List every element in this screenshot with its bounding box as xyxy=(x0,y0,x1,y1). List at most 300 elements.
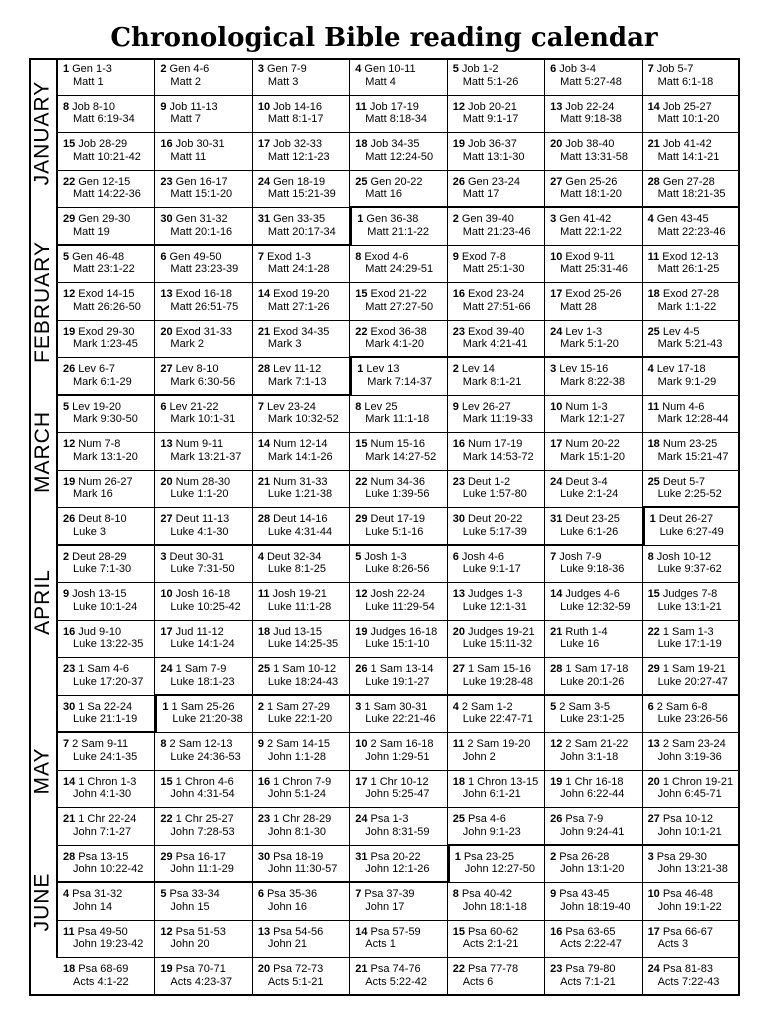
ot-reading xyxy=(550,888,641,901)
ot-passage: Num 31-33 xyxy=(273,475,328,488)
nt-passage: Luke 5:1-16 xyxy=(365,525,424,538)
ot-passage: Josh 1-3 xyxy=(364,550,407,563)
ot-passage: Deut 26-27 xyxy=(658,513,714,526)
day-cell xyxy=(643,883,740,921)
ot-passage: Num 23-25 xyxy=(662,438,718,451)
day-cell xyxy=(253,396,350,434)
ot-passage: Lev 25 xyxy=(364,400,398,413)
day-cell xyxy=(448,96,545,134)
ot-reading xyxy=(453,138,544,151)
ot-passage: 1 Chron 4-6 xyxy=(175,775,234,788)
day-number: 24 xyxy=(355,813,368,826)
day-number: 16 xyxy=(550,925,563,938)
nt-passage: John 3:19-36 xyxy=(657,750,722,763)
nt-passage: Luke 23:1-25 xyxy=(560,713,625,726)
nt-passage: Luke 24:36-53 xyxy=(170,750,241,763)
ot-passage: Num 15-16 xyxy=(370,438,425,451)
day-cell xyxy=(643,658,740,696)
day-cell xyxy=(643,621,740,659)
day-number: 22 xyxy=(160,813,173,826)
day-number: 15 xyxy=(63,138,76,151)
ot-reading xyxy=(648,213,739,226)
nt-passage: Matt 23:23-39 xyxy=(170,263,239,276)
nt-passage: Mark 5:1-20 xyxy=(560,338,619,351)
day-cell xyxy=(643,846,740,884)
ot-reading xyxy=(160,663,251,676)
ot-passage: 1 Sam 10-12 xyxy=(273,663,337,676)
day-number: 19 xyxy=(452,138,465,151)
day-number: 3 xyxy=(355,700,362,713)
day-number: 2 xyxy=(257,700,264,713)
day-cell xyxy=(155,546,252,584)
ot-passage: Num 4-6 xyxy=(662,400,705,413)
ot-reading xyxy=(160,551,251,564)
ot-passage: Psa 31-32 xyxy=(72,888,123,901)
ot-reading xyxy=(258,551,349,564)
day-number: 20 xyxy=(160,475,173,488)
ot-passage: Job 5-7 xyxy=(656,63,694,75)
day-cell xyxy=(448,246,545,284)
day-number: 7 xyxy=(647,63,654,75)
nt-passage: Luke 6:27-49 xyxy=(659,525,724,538)
ot-passage: 2 Sam 9-11 xyxy=(72,738,129,751)
ot-passage: Exod 14-15 xyxy=(78,288,135,301)
day-cell xyxy=(350,283,447,321)
ot-reading xyxy=(63,438,154,451)
ot-reading xyxy=(355,101,446,114)
ot-passage: Lev 8-10 xyxy=(175,363,219,376)
ot-passage: Job 25-27 xyxy=(662,100,712,113)
day-cell xyxy=(545,58,642,96)
ot-reading xyxy=(63,588,154,601)
day-number: 20 xyxy=(452,625,465,638)
ot-reading xyxy=(160,101,251,114)
ot-reading xyxy=(63,63,154,76)
ot-reading xyxy=(258,738,349,751)
month-name: MARCH xyxy=(30,410,54,493)
day-number: 20 xyxy=(647,775,660,788)
day-cell xyxy=(253,433,350,471)
nt-passage: John 7:1-27 xyxy=(73,825,132,838)
nt-passage: John 18:1-18 xyxy=(462,900,527,913)
day-number: 20 xyxy=(550,138,563,151)
day-cell xyxy=(58,921,155,959)
ot-reading xyxy=(258,213,349,226)
nt-passage: Mark 9:1-29 xyxy=(657,375,717,388)
nt-passage: Matt 25:31-46 xyxy=(560,263,629,276)
ot-passage: Lev 6-7 xyxy=(78,363,115,376)
ot-reading xyxy=(63,176,154,189)
day-number: 5 xyxy=(452,63,459,75)
ot-passage: Gen 46-48 xyxy=(72,250,125,263)
day-number: 12 xyxy=(355,588,368,601)
day-number: 13 xyxy=(452,588,465,601)
day-cell xyxy=(350,396,447,434)
day-number: 26 xyxy=(63,363,76,376)
ot-reading xyxy=(648,738,739,751)
day-cell xyxy=(350,58,447,96)
day-number: 6 xyxy=(160,400,167,413)
day-number: 27 xyxy=(160,363,173,376)
nt-passage: John 6:22-44 xyxy=(560,788,625,801)
nt-passage: Luke 9:1-17 xyxy=(462,563,521,576)
day-cell xyxy=(155,958,252,996)
ot-passage: Josh 7-9 xyxy=(559,550,602,563)
ot-passage: Job 8-10 xyxy=(72,100,115,113)
ot-reading xyxy=(258,813,349,826)
ot-reading xyxy=(258,663,349,676)
day-number: 11 xyxy=(452,738,465,751)
ot-passage: Exod 36-38 xyxy=(370,325,427,338)
ot-passage: Exod 21-22 xyxy=(370,288,427,301)
day-cell xyxy=(253,696,350,734)
ot-reading xyxy=(160,588,251,601)
nt-passage: Matt 8:1-17 xyxy=(267,113,324,126)
nt-passage: Matt 18:21-35 xyxy=(657,188,726,201)
day-number: 22 xyxy=(355,475,368,488)
ot-passage: Jud 11-12 xyxy=(175,625,224,638)
ot-passage: Job 3-4 xyxy=(559,63,596,75)
day-cell xyxy=(253,921,350,959)
ot-reading xyxy=(258,776,349,789)
ot-reading xyxy=(355,626,446,639)
ot-reading xyxy=(648,663,739,676)
nt-passage: John 9:1-23 xyxy=(462,825,521,838)
ot-passage: 1 Sam 19-21 xyxy=(662,663,726,676)
ot-reading xyxy=(453,213,544,226)
day-number: 4 xyxy=(647,213,654,226)
ot-reading xyxy=(355,326,446,339)
ot-reading xyxy=(355,963,446,976)
ot-passage: Psa 35-36 xyxy=(266,888,318,901)
day-number: 16 xyxy=(63,625,76,638)
day-number: 4 xyxy=(355,63,362,75)
day-number: 18 xyxy=(257,625,271,638)
ot-reading xyxy=(550,851,641,864)
day-number: 12 xyxy=(452,100,465,113)
ot-passage: 2 Sam 19-20 xyxy=(467,738,531,751)
ot-passage: Psa 40-42 xyxy=(461,888,512,901)
ot-passage: Lev 1-3 xyxy=(565,325,603,338)
day-number: 27 xyxy=(550,175,563,188)
day-cell xyxy=(253,321,350,359)
ot-reading xyxy=(453,363,544,376)
day-cell xyxy=(58,133,155,171)
ot-reading xyxy=(63,363,154,376)
ot-reading xyxy=(453,251,544,264)
day-number: 14 xyxy=(63,775,76,788)
day-cell xyxy=(545,958,642,996)
day-number: 10 xyxy=(550,400,563,413)
day-number: 28 xyxy=(257,363,271,376)
ot-reading xyxy=(550,926,641,939)
nt-passage: Mark 5:21-43 xyxy=(657,338,723,351)
ot-passage: Psa 29-30 xyxy=(656,850,707,863)
nt-passage: Mark 14:1-26 xyxy=(267,450,333,463)
ot-passage: Deut 5-7 xyxy=(662,475,706,488)
ot-reading xyxy=(648,363,739,376)
day-number: 21 xyxy=(550,625,563,638)
ot-reading xyxy=(160,251,251,264)
day-cell xyxy=(350,621,447,659)
nt-passage: Matt 27:27-50 xyxy=(365,300,434,313)
day-number: 31 xyxy=(257,213,271,226)
day-cell xyxy=(643,546,740,584)
day-cell xyxy=(545,358,642,396)
nt-passage: John 13:1-20 xyxy=(560,863,625,876)
day-cell xyxy=(448,958,545,996)
day-cell xyxy=(350,133,447,171)
ot-reading xyxy=(550,288,641,301)
nt-passage: Luke 4:31-44 xyxy=(267,525,333,538)
day-number: 14 xyxy=(257,288,271,301)
ot-reading xyxy=(258,963,349,976)
day-cell xyxy=(253,883,350,921)
day-cell xyxy=(155,471,252,509)
nt-passage: Luke 22:1-20 xyxy=(267,713,333,726)
ot-reading xyxy=(550,551,641,564)
ot-reading xyxy=(455,851,544,864)
day-number: 28 xyxy=(63,850,76,863)
nt-passage: Matt 26:51-75 xyxy=(170,300,239,313)
day-cell xyxy=(155,246,252,284)
ot-reading xyxy=(453,438,544,451)
ot-reading xyxy=(160,851,251,864)
day-number: 1 xyxy=(162,700,169,713)
day-cell xyxy=(253,171,350,209)
day-cell xyxy=(643,471,740,509)
ot-reading xyxy=(453,701,544,714)
ot-passage: Psa 57-59 xyxy=(370,925,421,938)
day-cell xyxy=(350,171,447,209)
ot-reading xyxy=(160,438,251,451)
ot-reading xyxy=(550,101,641,114)
nt-passage: John 8:31-59 xyxy=(365,825,430,838)
ot-passage: Psa 51-53 xyxy=(175,925,226,938)
nt-passage: Luke 1:1-20 xyxy=(170,488,229,501)
nt-passage: Acts 7:1-21 xyxy=(560,975,616,988)
day-number: 17 xyxy=(257,138,271,151)
day-cell xyxy=(253,546,350,584)
day-cell xyxy=(253,58,350,96)
nt-passage: Matt 17 xyxy=(462,188,500,201)
day-number: 25 xyxy=(647,475,660,488)
ot-passage: Psa 54-56 xyxy=(273,925,324,938)
ot-reading xyxy=(160,776,251,789)
ot-passage: Psa 26-28 xyxy=(559,850,610,863)
nt-passage: Matt 13:31-58 xyxy=(560,150,629,163)
day-cell xyxy=(643,508,740,546)
day-number: 11 xyxy=(647,400,660,413)
day-number: 3 xyxy=(550,363,557,376)
ot-reading xyxy=(160,176,251,189)
ot-passage: Deut 17-19 xyxy=(370,513,425,526)
day-cell xyxy=(350,733,447,771)
nt-passage: Mark 1:23-45 xyxy=(73,338,138,351)
nt-passage: John 4:1-30 xyxy=(73,788,132,801)
day-number: 10 xyxy=(647,888,660,901)
day-number: 9 xyxy=(550,888,557,901)
ot-reading xyxy=(63,401,154,414)
ot-reading xyxy=(258,438,349,451)
ot-passage: Psa 79-80 xyxy=(565,963,616,976)
day-cell xyxy=(448,396,545,434)
nt-passage: Mark 13:21-37 xyxy=(170,450,242,463)
ot-reading xyxy=(550,138,641,151)
ot-passage: 2 Sam 6-8 xyxy=(656,700,708,713)
nt-passage: Matt 9:18-38 xyxy=(560,113,622,126)
day-number: 9 xyxy=(160,100,167,113)
day-cell xyxy=(545,171,642,209)
nt-passage: John 15 xyxy=(170,900,210,913)
day-number: 18 xyxy=(63,963,76,976)
day-cell xyxy=(350,696,447,734)
day-cell xyxy=(58,433,155,471)
nt-passage: Luke 12:32-59 xyxy=(560,600,631,613)
day-number: 11 xyxy=(257,588,270,601)
nt-passage: John 14 xyxy=(73,900,113,913)
nt-passage: Matt 10:21-42 xyxy=(73,150,141,163)
day-number: 26 xyxy=(550,813,563,826)
day-number: 17 xyxy=(647,925,660,938)
ot-passage: Deut 14-16 xyxy=(273,513,328,526)
day-cell xyxy=(448,733,545,771)
ot-reading xyxy=(160,213,251,226)
day-number: 4 xyxy=(257,550,264,563)
nt-passage: Matt 3 xyxy=(267,75,299,88)
day-cell xyxy=(643,133,740,171)
ot-passage: Num 9-11 xyxy=(175,438,224,451)
day-cell xyxy=(643,808,740,846)
day-cell xyxy=(545,396,642,434)
day-cell xyxy=(545,133,642,171)
ot-reading xyxy=(63,513,154,526)
ot-passage: 1 Chron 7-9 xyxy=(273,775,332,788)
day-number: 28 xyxy=(647,175,660,188)
day-number: 21 xyxy=(355,963,368,976)
month-name: APRIL xyxy=(30,569,54,635)
ot-passage: Exod 34-35 xyxy=(273,325,330,338)
day-cell xyxy=(545,771,642,809)
day-number: 11 xyxy=(63,925,75,938)
day-number: 17 xyxy=(550,288,563,301)
ot-reading xyxy=(355,701,446,714)
ot-passage: Gen 43-45 xyxy=(656,213,709,226)
ot-passage: 2 Sam 21-22 xyxy=(565,738,629,751)
day-cell xyxy=(350,771,447,809)
ot-passage: Psa 1-3 xyxy=(370,813,409,826)
day-number: 30 xyxy=(160,213,173,226)
day-number: 22 xyxy=(355,325,368,338)
day-number: 26 xyxy=(355,663,368,676)
ot-passage: Gen 39-40 xyxy=(461,213,514,226)
ot-passage: Gen 1-3 xyxy=(72,63,112,75)
ot-reading xyxy=(160,963,251,976)
day-number: 15 xyxy=(355,438,368,451)
ot-reading xyxy=(258,251,349,264)
day-number: 2 xyxy=(550,850,557,863)
day-number: 7 xyxy=(550,550,557,563)
day-cell xyxy=(253,471,350,509)
day-number: 15 xyxy=(160,775,173,788)
day-cell xyxy=(253,808,350,846)
ot-reading xyxy=(160,626,251,639)
nt-passage: John 10:22-42 xyxy=(73,863,144,876)
ot-reading xyxy=(258,363,349,376)
nt-passage: Mark 9:30-50 xyxy=(73,413,138,426)
day-cell xyxy=(350,921,447,959)
ot-passage: Judges 4-6 xyxy=(565,588,620,601)
nt-passage: Matt 25:1-30 xyxy=(462,263,525,276)
ot-passage: Deut 1-2 xyxy=(467,475,511,488)
ot-passage: Psa 77-78 xyxy=(467,963,519,976)
ot-reading xyxy=(258,401,349,414)
nt-passage: Matt 20:17-34 xyxy=(267,225,336,238)
ot-passage: Psa 37-39 xyxy=(364,888,415,901)
ot-passage: Lev 26-27 xyxy=(461,400,511,413)
day-cell xyxy=(545,246,642,284)
ot-passage: 1 Sam 15-16 xyxy=(467,663,531,676)
day-cell xyxy=(253,583,350,621)
day-cell xyxy=(350,321,447,359)
ot-reading xyxy=(453,513,544,526)
day-cell xyxy=(58,696,155,734)
ot-passage: Exod 16-18 xyxy=(175,288,232,301)
day-cell xyxy=(448,133,545,171)
nt-passage: Matt 5:27-48 xyxy=(560,75,622,88)
ot-passage: Job 17-19 xyxy=(369,100,419,113)
day-number: 19 xyxy=(63,475,76,488)
day-cell xyxy=(545,546,642,584)
ot-reading xyxy=(355,926,446,939)
day-cell xyxy=(448,171,545,209)
ot-passage: Exod 27-28 xyxy=(662,288,720,301)
ot-reading xyxy=(160,888,251,901)
ot-reading xyxy=(453,738,544,751)
day-number: 12 xyxy=(63,288,76,301)
ot-reading xyxy=(550,663,641,676)
nt-passage: Matt 8:18-34 xyxy=(365,113,428,126)
day-cell xyxy=(155,883,252,921)
ot-reading xyxy=(63,963,154,976)
ot-passage: Josh 19-21 xyxy=(272,588,327,601)
day-cell xyxy=(448,658,545,696)
day-number: 19 xyxy=(160,963,173,976)
nt-passage: Luke 15:11-32 xyxy=(462,638,533,651)
day-number: 30 xyxy=(452,513,465,526)
day-cell xyxy=(545,846,642,884)
ot-passage: 1 Sam 17-18 xyxy=(565,663,629,676)
day-cell xyxy=(155,96,252,134)
nt-passage: John 4:31-54 xyxy=(170,788,235,801)
nt-passage: Mark 3 xyxy=(267,338,302,351)
ot-passage: Psa 46-48 xyxy=(662,888,713,901)
day-number: 30 xyxy=(63,700,76,713)
ot-passage: Gen 36-38 xyxy=(366,213,419,226)
ot-passage: 2 Sam 23-24 xyxy=(662,738,726,751)
day-number: 21 xyxy=(257,325,271,338)
day-number: 24 xyxy=(550,325,563,338)
day-number: 5 xyxy=(63,400,70,413)
ot-passage: Job 41-42 xyxy=(662,138,712,151)
day-number: 14 xyxy=(355,925,368,938)
day-cell xyxy=(58,508,155,546)
day-number: 23 xyxy=(452,475,465,488)
nt-passage: Acts 1 xyxy=(365,938,396,951)
ot-reading xyxy=(63,663,154,676)
ot-reading xyxy=(355,513,446,526)
day-cell xyxy=(448,808,545,846)
